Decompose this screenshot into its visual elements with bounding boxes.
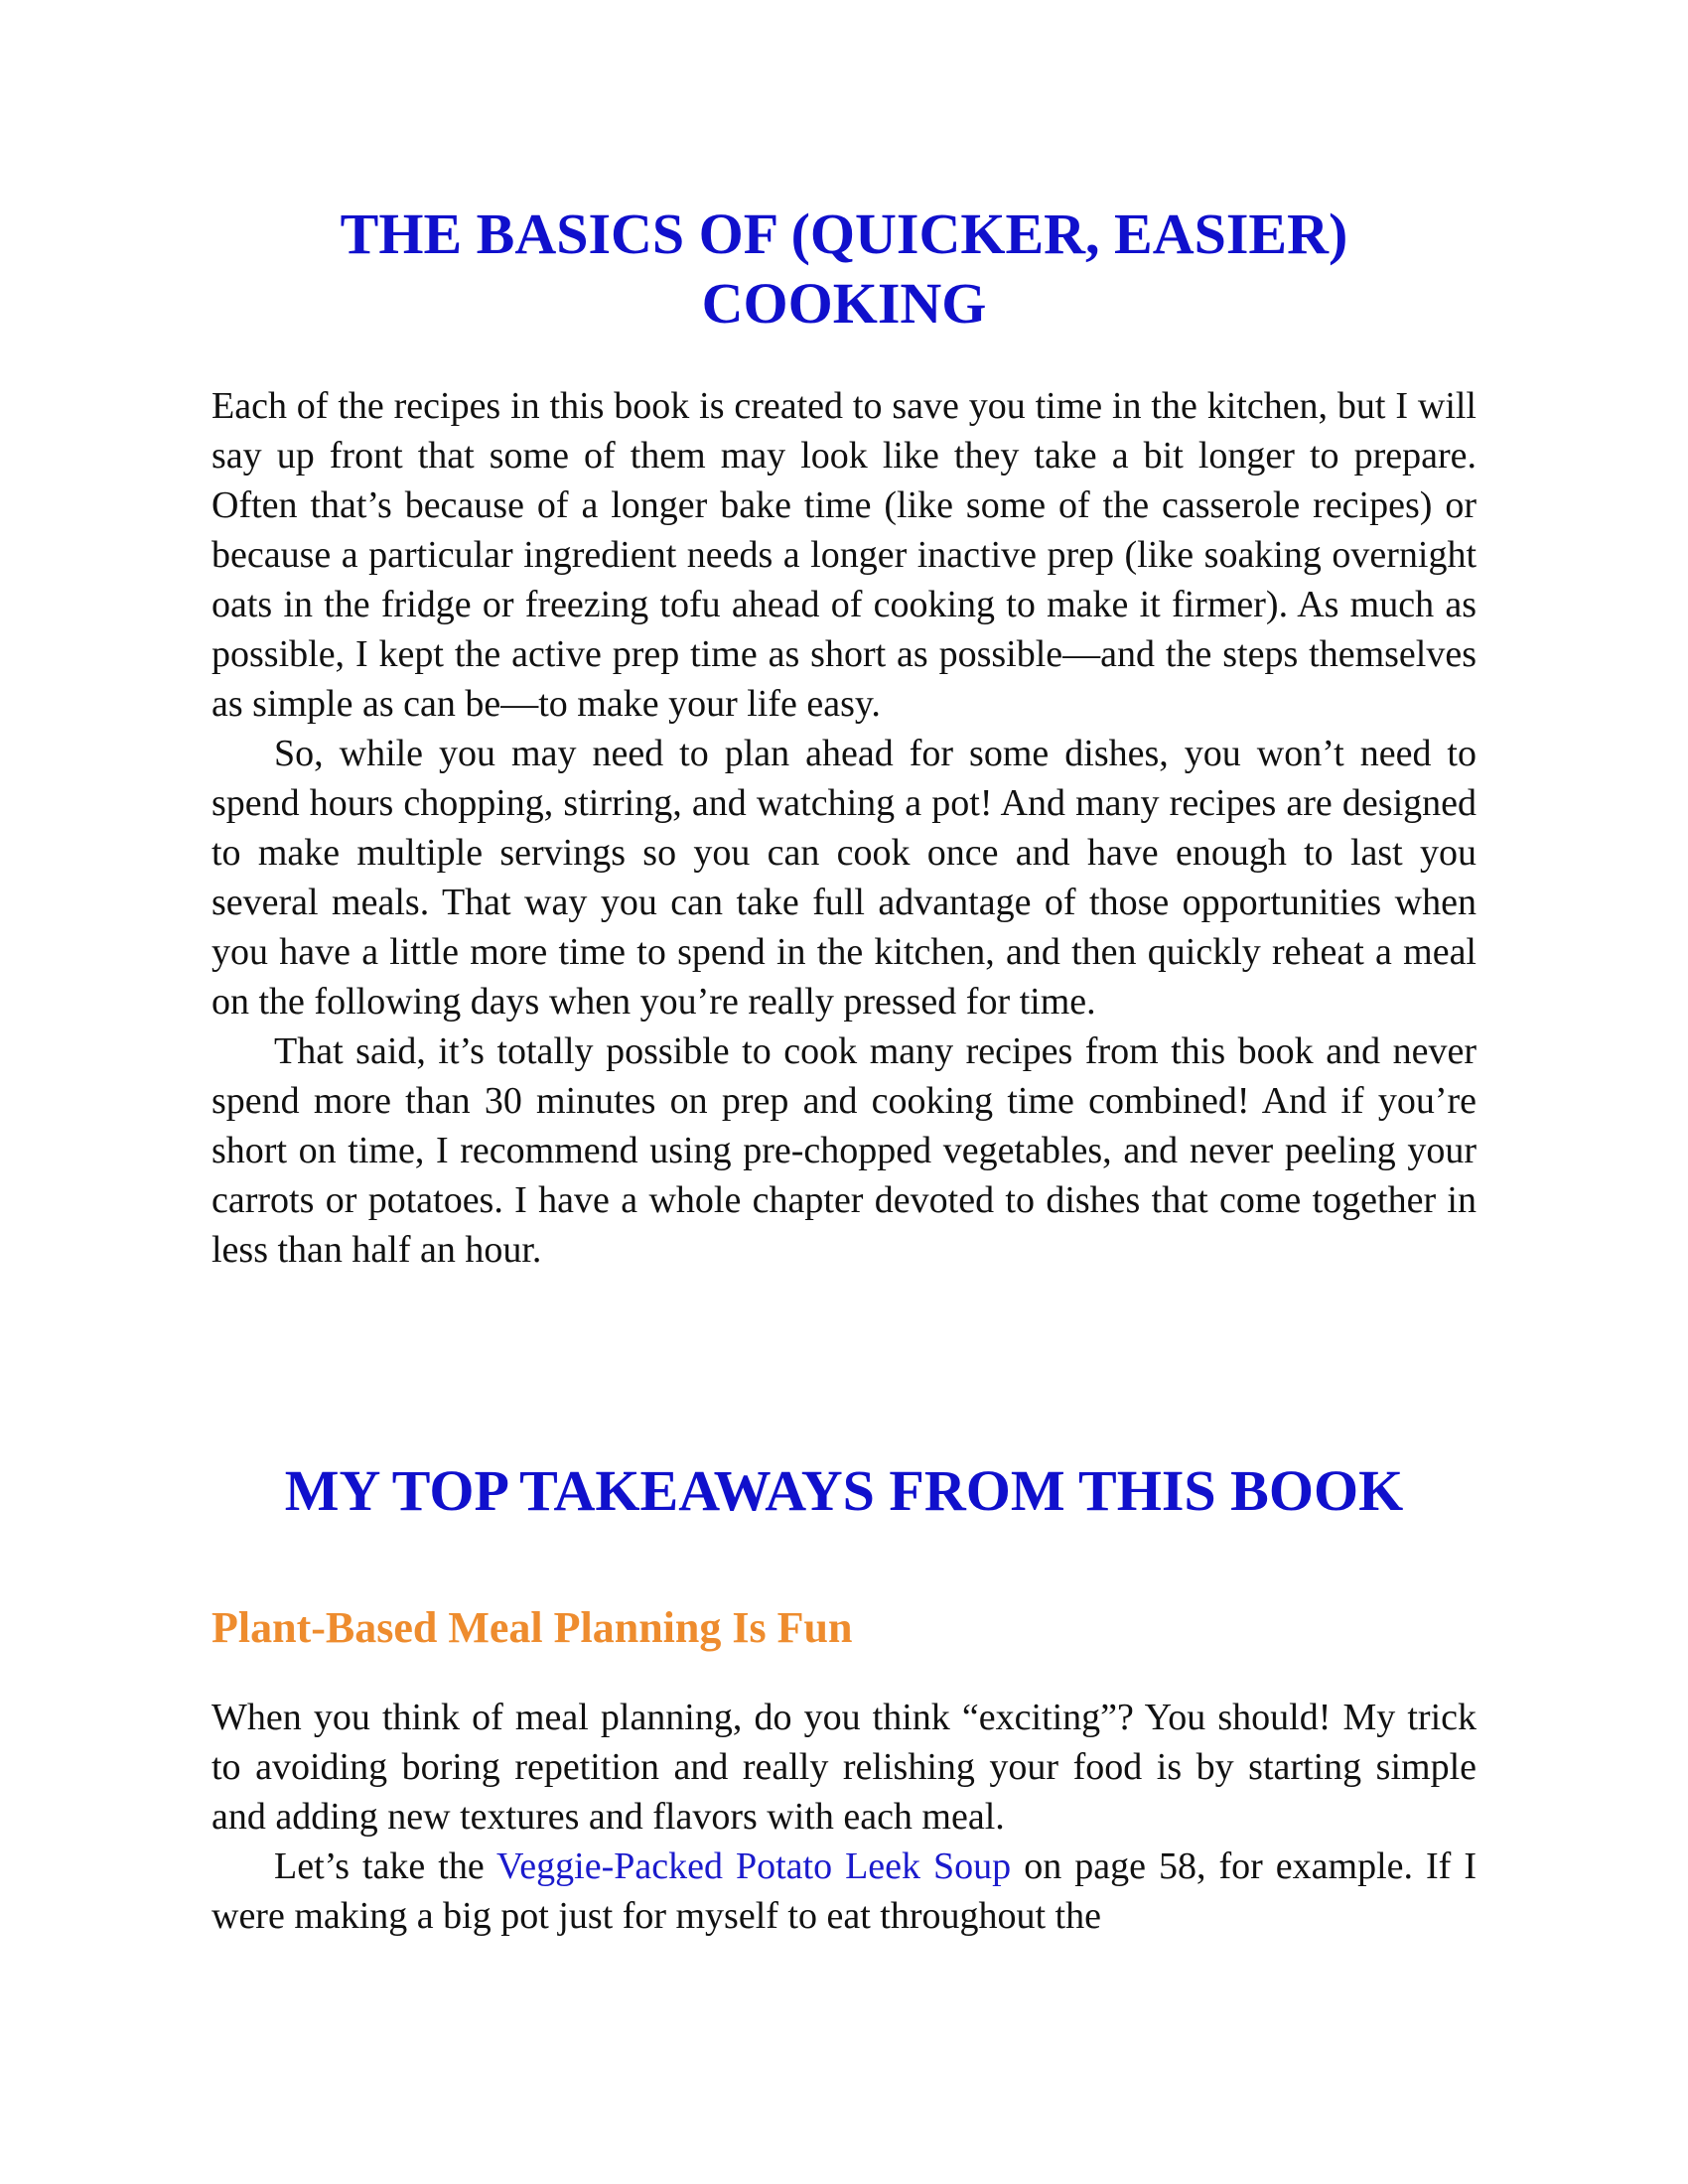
subheading-meal-planning: Plant-Based Meal Planning Is Fun bbox=[211, 1603, 853, 1652]
basics-body bbox=[211, 381, 1477, 1275]
section-heading-basics bbox=[211, 200, 1477, 339]
takeaways-body bbox=[211, 1693, 1477, 1941]
paragraph-text-before-link: Let’s take the bbox=[274, 1845, 497, 1887]
basics-paragraph-3: That said, it’s totally possible to cook many recipes from this book and never spend more than 30 minutes on prep and cooking time combined! And if you’re short on time, I recommend using pre-chopped vegetables, and never peeling your carrots or potatoes. I have a whole chapter devoted to dishes that come together in less than half an hour. bbox=[211, 1030, 1477, 1271]
heading-line-2: COOKING bbox=[701, 271, 987, 336]
paragraph-text-after-link: on page 58, for example. If I were making a big pot just for myself to eat throughout the bbox=[211, 1845, 1477, 1937]
heading-line-1: THE BASICS OF (QUICKER, EASIER) bbox=[340, 202, 1348, 266]
basics-paragraph-2: So, while you may need to plan ahead for some dishes, you won’t need to spend hours chopping, stirring, and watching a pot! And many recipes are designed to make multiple servings so you can cook once and have enough to last you several meals. That way you can take full advantage of those opportunities when you have a little more time to spend in the kitchen, and then quickly reheat a meal on the following days when you’re really pressed for time. bbox=[211, 733, 1477, 1023]
section-heading-takeaways: MY TOP TAKEAWAYS FROM THIS BOOK bbox=[284, 1458, 1404, 1523]
recipe-link-potato-leek-soup[interactable]: Veggie-Packed Potato Leek Soup bbox=[496, 1845, 1012, 1887]
takeaways-paragraph-2 bbox=[211, 1842, 1477, 1941]
basics-paragraph-1: Each of the recipes in this book is created to save you time in the kitchen, but I will say up front that some of them may look like they take a bit longer to prepare. Often that’s because of a longer bake time (like some of the casserole recipes) or because a particular ingredient needs a longer inactive prep (like soaking overnight oats in the fridge or freezing tofu ahead of cooking to make it firmer). As much as possible, I kept the active prep time as short as possible—and the steps themselves as simple as can be—to make your life easy. bbox=[211, 385, 1477, 725]
takeaways-paragraph-1: When you think of meal planning, do you think “exciting”? You should! My trick to avoiding boring repetition and really relishing your food is by starting simple and adding new textures and flavors with each meal. bbox=[211, 1697, 1477, 1838]
